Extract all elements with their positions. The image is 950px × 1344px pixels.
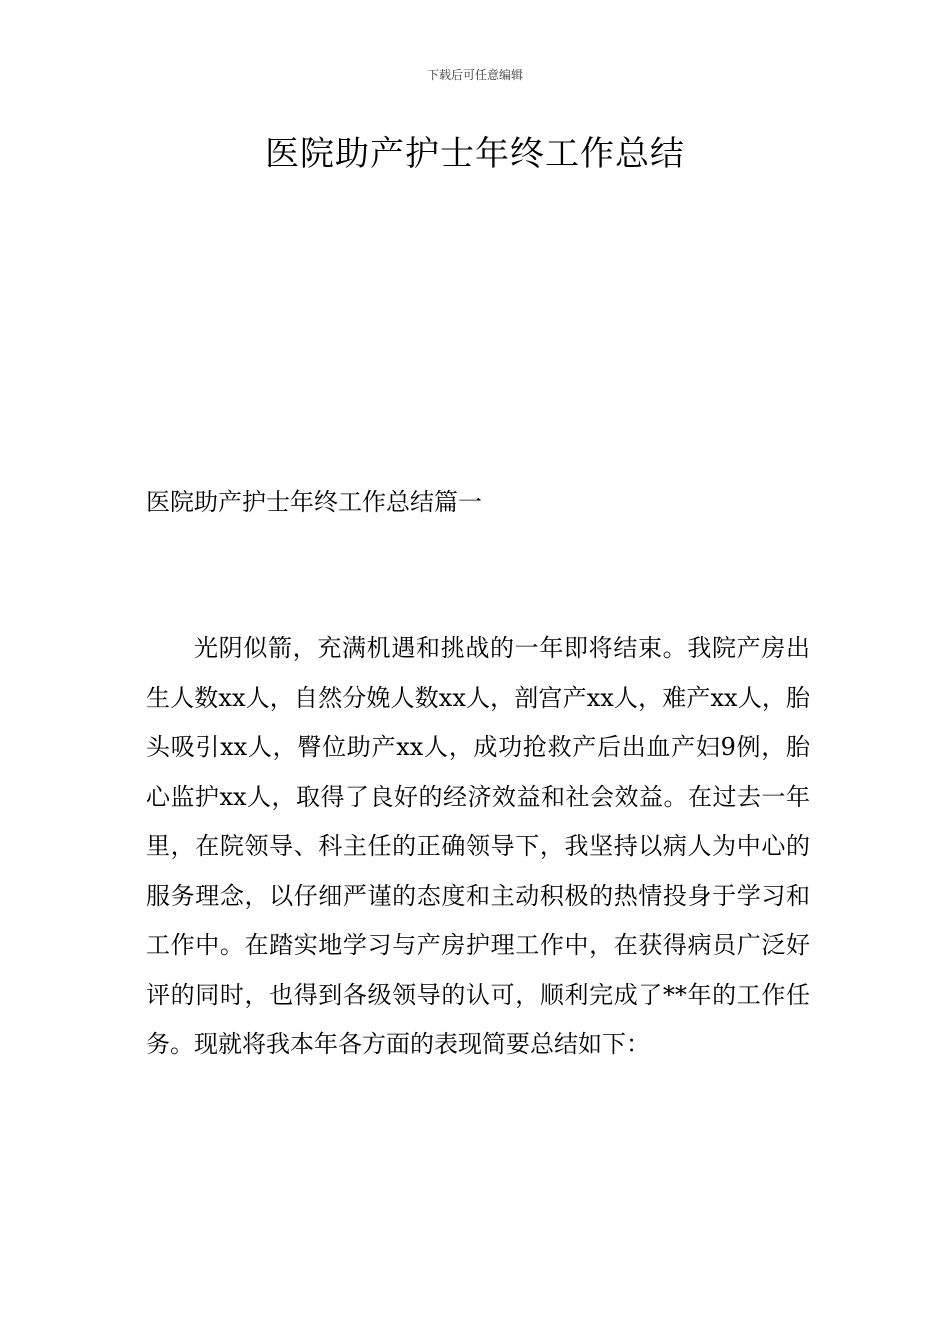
header-note: 下载后可任意编辑: [426, 68, 523, 82]
body-paragraph: 光阴似箭，充满机遇和挑战的一年即将结束。我院产房出生人数xx人，自然分娩人数xx人，剖宫产xx人，难产xx人，胎头吸引xx人，臀位助产xx人，成功抢救产后出血产妇9例，胎心监护xx人，取得了良好的经济效益和社会效益。在过去一年里，在院领导、科主任的正确领导下，我坚持以病人为中心的服务理念，以仔细严谨的态度和主动积极的热情投身于学习和工作中。在踏实地学习与产房护理工作中，在获得病员广泛好评的同时，也得到各级领导的认可，顺利完成了**年的工作任务。现就将我本年各方面的表现简要总结如下：: [146, 634, 810, 1058]
document-title: 医院助产护士年终工作总结: [265, 134, 685, 174]
section-heading: 医院助产护士年终工作总结篇一: [146, 488, 482, 516]
